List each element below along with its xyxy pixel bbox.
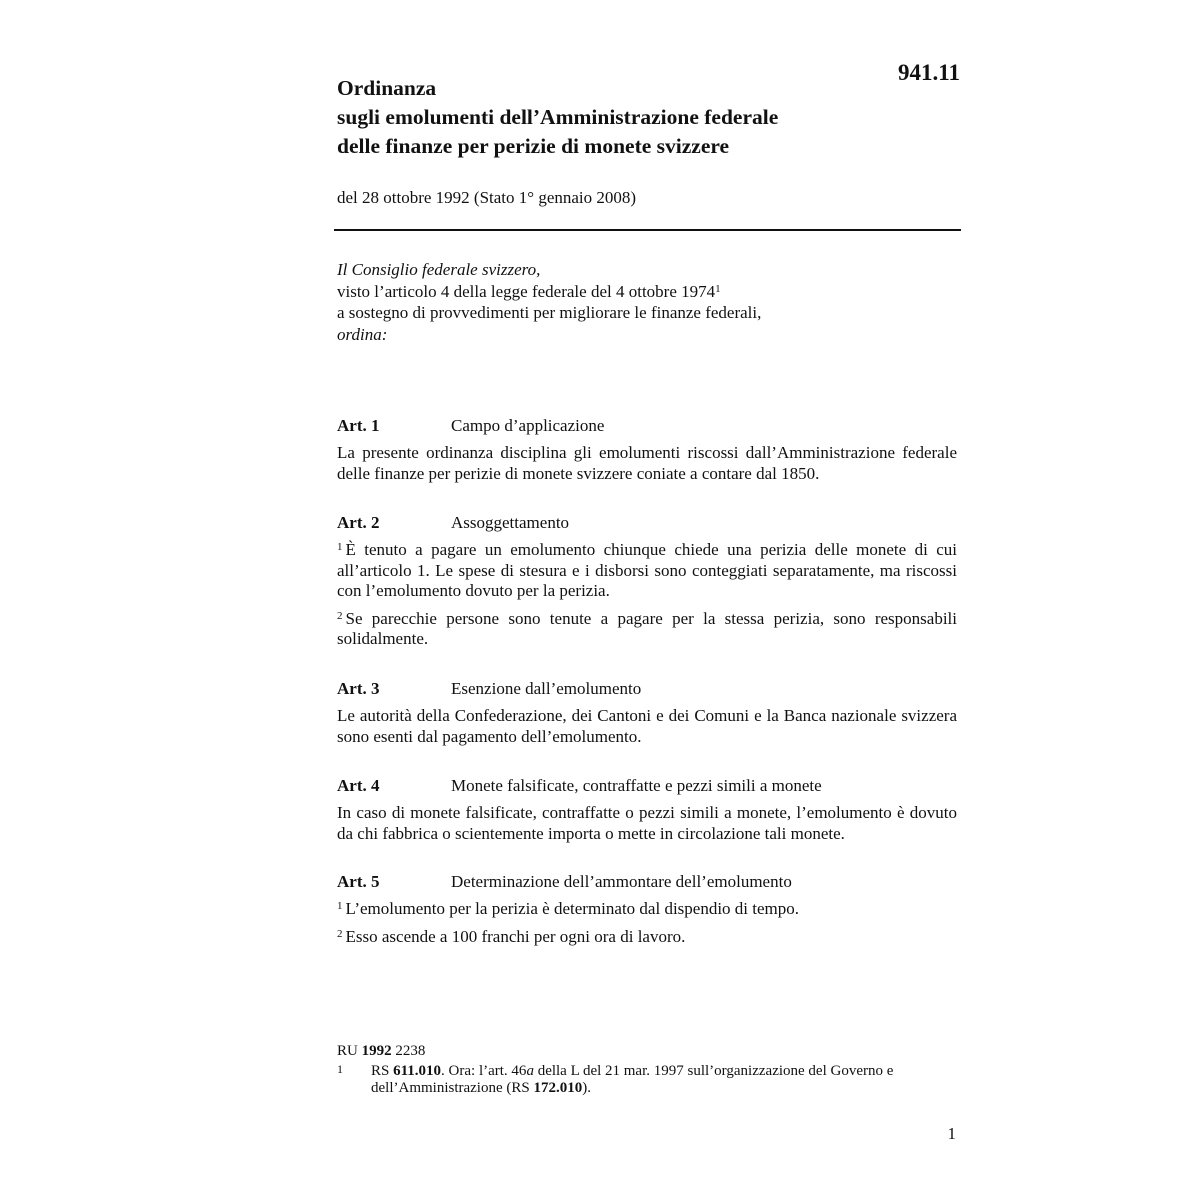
article-heading [337, 775, 957, 797]
paragraph-number: 1 [337, 541, 343, 553]
title-line-3: delle finanze per perizie di monete svizzere [337, 134, 730, 158]
article-title: Esenzione dall’emolumento [451, 679, 642, 698]
paragraph-text: È tenuto a pagare un emolumento chiunque chiede una perizia delle monete di cui all’articolo 1. Le spese di stesura e i disborsi sono conteggiati separatamente, ma riscossi con l’emolumento dovuto per la perizia. [337, 540, 957, 600]
footnote-rs-number-2: 172.010 [533, 1080, 583, 1096]
paragraph-text: Esso ascende a 100 franchi per ogni ora di lavoro. [345, 926, 686, 946]
article-paragraph [337, 803, 957, 844]
footnote-1 [337, 1063, 957, 1097]
footnote-number: 1 [337, 1062, 343, 1076]
sr-number: 941.11 [898, 60, 960, 85]
article-paragraph [337, 706, 957, 747]
article-heading [337, 512, 957, 534]
paragraph-text: La presente ordinanza disciplina gli emolumenti riscossi dall’Amministrazione federale delle finanze per perizie di monete svizzere coniate a contare dal 1850. [337, 443, 957, 483]
preamble [337, 259, 957, 345]
paragraph-text: In caso di monete falsificate, contraffatte o pezzi simili a monete, l’emolumento è dovuto da chi fabbrica o scientemente importa o mette in circolazione tali monete. [337, 803, 957, 843]
article-title: Assoggettamento [451, 513, 570, 532]
article-number: Art. 2 [337, 513, 380, 532]
article-number: Art. 3 [337, 679, 380, 698]
preamble-enactment: ordina: [337, 324, 388, 344]
article-paragraph [337, 899, 957, 920]
article-heading [337, 678, 957, 700]
article-title: Campo d’applicazione [451, 416, 605, 435]
ru-year: 1992 [361, 1043, 392, 1059]
paragraph-number: 1 [337, 900, 343, 912]
footnote-text-c: ). [582, 1080, 591, 1096]
preamble-authority: Il Consiglio federale svizzero, [337, 260, 541, 279]
article-5 [337, 871, 957, 947]
paragraph-number: 2 [337, 609, 343, 622]
paragraph-text: Se parecchie persone sono tenute a pagare per la stessa perizia, sono responsabili solidalmente. [337, 608, 957, 648]
article-heading [337, 415, 957, 437]
ru-prefix: RU [337, 1043, 358, 1059]
article-number: Art. 4 [337, 776, 380, 795]
footnote-text-a: . Ora: l’art. 46 [441, 1063, 527, 1079]
article-1 [337, 415, 957, 484]
article-paragraph [337, 927, 957, 948]
ru-page: 2238 [395, 1043, 426, 1059]
article-paragraph [337, 609, 957, 650]
article-title: Determinazione dell’ammontare dell’emolumento [451, 872, 792, 891]
article-title: Monete falsificate, contraffatte e pezzi simili a monete [451, 776, 822, 795]
paragraph-text: Le autorità della Confederazione, dei Cantoni e dei Comuni e la Banca nazionale svizzera sono esenti dal pagamento dell’emolumento. [337, 706, 957, 746]
preamble-line-1-text: visto l’articolo 4 della legge federale del 4 ottobre 1974 [337, 281, 716, 301]
ru-reference [337, 1043, 425, 1060]
date-status-line: del 28 ottobre 1992 (Stato 1° gennaio 2008) [337, 188, 637, 207]
title-line-1: Ordinanza [337, 76, 437, 100]
article-number: Art. 5 [337, 872, 380, 891]
footnote-ref-1[interactable]: 1 [715, 282, 721, 295]
document-title [337, 74, 897, 161]
preamble-line-2: a sostegno di provvedimenti per migliorare le finanze federali, [337, 303, 762, 322]
footnote-text-b: della L del 21 mar. 1997 sull’organizzazione del Governo e dell’Amministrazione (RS [371, 1063, 894, 1096]
article-heading [337, 871, 957, 893]
paragraph-number: 2 [337, 927, 343, 940]
footnote-rs-number: 611.010 [393, 1063, 442, 1079]
article-3 [337, 678, 957, 747]
footnote-text-a-italic: a [526, 1063, 534, 1079]
article-4 [337, 775, 957, 844]
preamble-line-1 [337, 281, 957, 303]
article-2 [337, 512, 957, 650]
title-line-2: sugli emolumenti dell’Amministrazione federale [337, 105, 779, 129]
header-rule [334, 229, 961, 231]
paragraph-text: L’emolumento per la perizia è determinato dal dispendio di tempo. [345, 899, 800, 918]
article-paragraph [337, 540, 957, 602]
page-number: 1 [947, 1124, 956, 1143]
article-paragraph [337, 443, 957, 484]
footnote-rs-label: RS [371, 1063, 390, 1079]
article-number: Art. 1 [337, 416, 380, 435]
footnote-text [371, 1063, 957, 1097]
